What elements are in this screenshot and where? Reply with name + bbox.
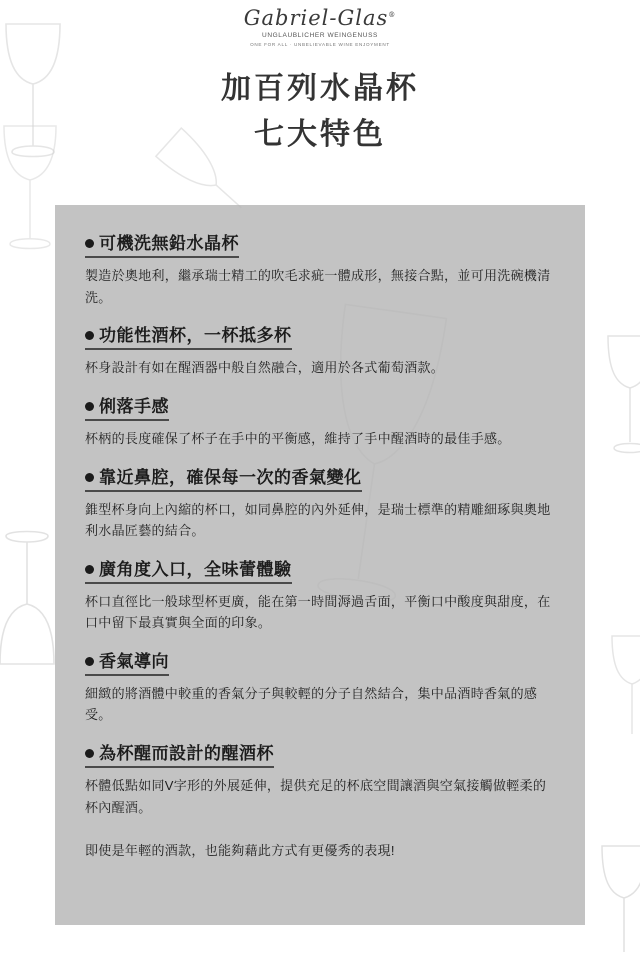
- page-title-line-1: 加百列水晶杯: [221, 72, 419, 105]
- feature-heading: [85, 233, 239, 258]
- feature-item: [85, 743, 555, 818]
- feature-body: 製造於奧地利，繼承瑞士精工的吹毛求疵一體成形，無接合點，並可用洗碗機清洗。: [85, 268, 551, 305]
- feature-body: 杯身設計有如在醒酒器中般自然融合，適用於各式葡萄酒款。: [85, 360, 445, 376]
- feature-item: [85, 396, 555, 450]
- feature-item: [85, 325, 555, 379]
- feature-heading: [85, 467, 362, 492]
- feature-heading: [85, 559, 292, 584]
- bullet-dot-icon: [85, 331, 94, 340]
- bullet-dot-icon: [85, 657, 94, 666]
- feature-heading-text: 靠近鼻腔，確保每一次的香氣變化: [99, 467, 362, 487]
- feature-heading-text: 廣角度入口，全味蕾體驗: [99, 559, 292, 579]
- feature-heading: [85, 651, 169, 676]
- bullet-dot-icon: [85, 749, 94, 758]
- features-panel: [55, 205, 585, 925]
- feature-heading-text: 俐落手感: [99, 396, 169, 416]
- feature-heading-text: 為杯醒而設計的醒酒杯: [99, 743, 274, 763]
- brand-logo: [0, 8, 640, 47]
- bullet-dot-icon: [85, 239, 94, 248]
- wine-glass-icon: [600, 330, 640, 460]
- bullet-dot-icon: [85, 402, 94, 411]
- logo-subtitle: UNGLAUBLICHER WEINGENUSS: [262, 32, 378, 39]
- registered-trademark-icon: ®: [388, 11, 397, 19]
- feature-body: 杯柄的長度確保了杯子在手中的平衡感，維持了手中醒酒時的最佳手感。: [85, 431, 511, 447]
- feature-heading: [85, 396, 169, 421]
- feature-heading: [85, 325, 292, 350]
- feature-item: [85, 559, 555, 634]
- feature-heading-text: 可機洗無鉛水晶杯: [99, 234, 239, 253]
- feature-item: [85, 467, 555, 542]
- wine-glass-icon: [592, 840, 640, 957]
- feature-heading-text: 功能性酒杯，一杯抵多杯: [99, 326, 292, 346]
- feature-heading: [85, 743, 274, 768]
- logo-wordmark-text: Gabriel-Glas: [243, 6, 389, 30]
- wine-glass-icon: [604, 630, 640, 750]
- bullet-dot-icon: [85, 565, 94, 574]
- feature-item: [85, 233, 555, 308]
- logo-wordmark: [244, 8, 397, 29]
- logo-tagline: ONE FOR ALL · UNBELIEVABLE WINE ENJOYMENT: [250, 42, 390, 47]
- feature-body: 杯體低點如同V字形的外展延伸，提供充足的杯底空間讓酒與空氣接觸做輕柔的杯內醒酒。: [85, 778, 547, 815]
- closing-note: 即使是年輕的酒款，也能夠藉此方式有更優秀的表現!: [85, 843, 395, 858]
- page-title: [0, 66, 640, 158]
- feature-body: 細緻的將酒體中較重的香氣分子與較輕的分子自然結合，集中品酒時香氣的感受。: [85, 686, 538, 723]
- feature-heading-text: 香氣導向: [99, 651, 169, 671]
- feature-item: [85, 651, 555, 726]
- bullet-dot-icon: [85, 473, 94, 482]
- page-title-line-2: 七大特色: [254, 118, 386, 151]
- feature-body: 杯口直徑比一般球型杯更廣，能在第一時間溽過舌面，平衡口中酸度與甜度，在口中留下最真實與全面的印象。: [85, 593, 551, 631]
- feature-body: 錐型杯身向上內縮的杯口，如同鼻腔的內外延伸，是瑞士標準的精雕細琢與奧地利水晶匠藝的結合。: [85, 501, 551, 539]
